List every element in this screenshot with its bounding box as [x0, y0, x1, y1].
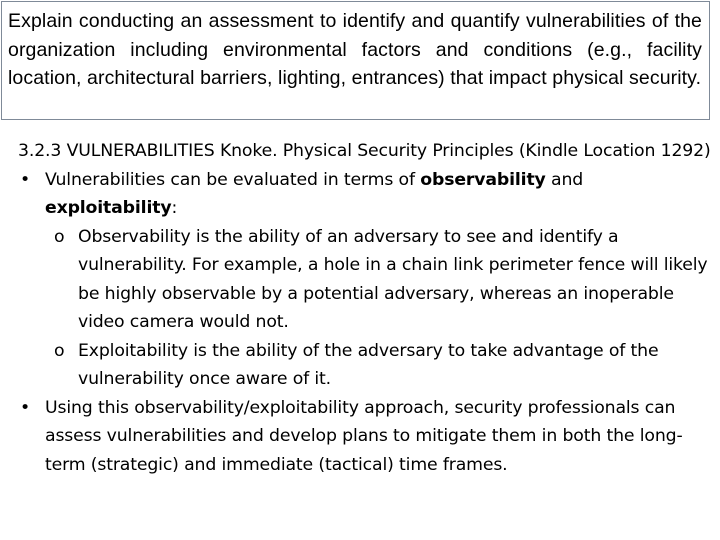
sub-bullet-item-observability — [45, 223, 714, 337]
sub-bullet-item-exploitability — [45, 337, 714, 394]
content-body — [18, 137, 714, 479]
sub-bullet-marker: o — [54, 226, 65, 247]
bold-term-exploitability: exploitability — [45, 198, 172, 218]
question-text: Explain conducting an assessment to identify and quantify vulnerabilities of the organization including environmental factors and conditions (e.g., facility location, architectural barriers, lighting, entrances) that impact physical security. — [8, 10, 702, 89]
bullet-item-approach — [18, 394, 714, 480]
bullet-text-middle: and — [545, 169, 584, 190]
bullet-marker: • — [20, 397, 31, 418]
sub-bullet-text: Exploitability is the ability of the adversary to take advantage of the vulnerability once aware of it. — [78, 340, 659, 389]
sub-bullet-text: Observability is the ability of an adversary to see and identify a vulnerability. For example, a hole in a chain link perimeter fence will likely be highly observable by a potential adversary, whereas an inoperable video camera would not. — [78, 226, 708, 332]
sub-bullet-list — [45, 223, 714, 394]
section-heading: 3.2.3 VULNERABILITIES Knoke. Physical Security Principles (Kindle Location 1292) — [18, 141, 711, 161]
bullet-text-before: Vulnerabilities can be evaluated in terms of — [45, 169, 421, 190]
sub-bullet-marker: o — [54, 340, 65, 361]
bullet-list — [18, 166, 714, 480]
question-box — [1, 1, 710, 120]
bold-term-observability: observability — [420, 169, 546, 190]
bullet-item-evaluation — [18, 166, 714, 394]
bullet-marker: • — [20, 169, 31, 190]
bullet-text-after: : — [171, 198, 178, 218]
bullet-text: Using this observability/exploitability approach, security professionals can assess vulnerabilities and develop plans to mitigate them in both the long-term (strategic) and immediate (tactical) time frames. — [45, 397, 683, 475]
